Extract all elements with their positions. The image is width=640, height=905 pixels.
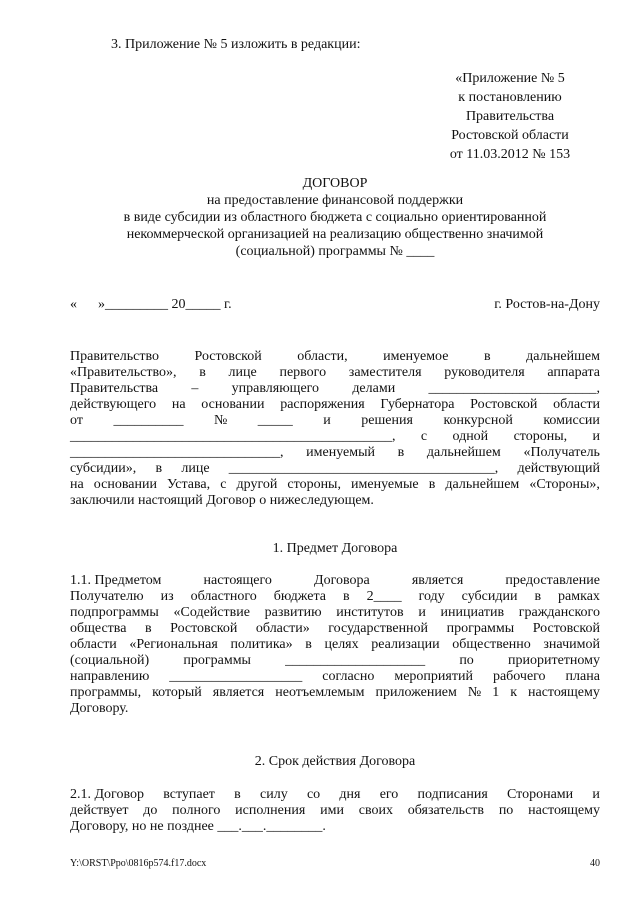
text-line	[70, 605, 600, 621]
word: ______________________________________,	[228, 461, 499, 476]
word: Ростовской	[170, 621, 238, 636]
text-line	[70, 621, 600, 637]
word: направлению	[70, 669, 150, 684]
word: Ростовской	[194, 349, 262, 364]
word: лице	[228, 365, 257, 380]
word: действует	[70, 803, 129, 818]
word: и	[323, 413, 331, 428]
text-line	[70, 445, 600, 461]
word: Договора	[314, 573, 370, 588]
text-line	[70, 685, 600, 701]
word: в	[199, 365, 206, 380]
text-line-last: заключили настоящий Договор о нижеследующем.	[70, 493, 374, 508]
word: вступает	[163, 787, 215, 802]
text-line	[70, 413, 600, 429]
word: решения	[361, 413, 413, 428]
word: в	[483, 349, 491, 364]
text-line	[70, 381, 600, 397]
text-line	[70, 787, 600, 803]
word: на	[171, 397, 186, 412]
word: Правительство	[70, 349, 159, 364]
word: настоящего	[203, 573, 272, 588]
intro-line: 3. Приложение № 5 изложить в редакции:	[111, 37, 361, 52]
word: является	[212, 685, 265, 700]
word: целях	[324, 637, 359, 652]
word: инициатив	[440, 605, 505, 620]
text-line	[70, 669, 600, 685]
appendix-block	[420, 71, 600, 166]
word: субсидии	[461, 589, 518, 604]
word: лице	[181, 461, 210, 476]
word: и	[592, 429, 600, 444]
word: политика»	[230, 637, 293, 652]
word: в	[397, 445, 405, 460]
word: плана	[565, 669, 600, 684]
word: управляющего	[231, 381, 320, 396]
word: приложением	[375, 685, 457, 700]
text-line	[70, 637, 600, 653]
appendix-line: Ростовской области	[451, 128, 569, 143]
appendix-line: к постановлению	[458, 90, 562, 105]
word: «Региональная	[129, 637, 218, 652]
word: комиссии	[543, 413, 600, 428]
text-line	[70, 573, 600, 589]
word: из	[160, 589, 174, 604]
word: государственной	[328, 621, 429, 636]
title-line: ДОГОВОР	[302, 176, 368, 191]
word: Устава,	[167, 477, 211, 492]
word: согласно	[322, 669, 375, 684]
word: реализации	[371, 637, 440, 652]
word: ими	[320, 803, 344, 818]
word: подпрограммы	[70, 605, 159, 620]
word: общества	[70, 621, 127, 636]
word: руководителя	[444, 365, 525, 380]
word: в	[342, 589, 350, 604]
word: 1	[492, 685, 500, 700]
footer-file-path: Y:\ORST\Ppo\0816p574.f17.docx	[70, 858, 207, 869]
word: ___________________	[169, 669, 303, 684]
word: Получателю	[70, 589, 144, 604]
word: действующий	[517, 461, 600, 476]
word: Ростовской	[470, 397, 538, 412]
word: мероприятий	[394, 669, 473, 684]
word: конкурсной	[443, 413, 513, 428]
word: на	[70, 477, 84, 492]
word: предоставление	[505, 573, 600, 588]
text-line	[70, 589, 600, 605]
word: настоящему	[528, 685, 600, 700]
word: до	[143, 803, 158, 818]
word: основании	[93, 477, 157, 492]
title-line: некоммерческой организацией на реализацию общественно значимой	[126, 227, 544, 242]
word: 2____	[366, 589, 402, 604]
word: Губернатора	[380, 397, 455, 412]
word: дальнейшем	[526, 349, 600, 364]
word: является	[411, 573, 464, 588]
title-line: в виде субсидии из областного бюджета с социально ориентированной	[123, 210, 547, 225]
word: в	[428, 477, 436, 492]
word: рабочего	[492, 669, 546, 684]
word: силу	[260, 787, 288, 802]
appendix-line: «Приложение № 5	[455, 71, 565, 86]
text-line	[70, 365, 600, 381]
word: исполнения	[235, 803, 306, 818]
word: другой	[236, 477, 278, 492]
text-line	[70, 477, 600, 493]
text-line	[70, 397, 600, 413]
word: __________	[113, 413, 184, 428]
word: от	[70, 413, 83, 428]
date-place-line	[70, 297, 600, 315]
word: дальнейшем	[426, 445, 501, 460]
section-heading-1: 1. Предмет Договора	[272, 541, 398, 556]
text-line	[70, 653, 600, 669]
word: именуемое	[383, 349, 449, 364]
word: рамках	[558, 589, 600, 604]
word: ________________________,	[428, 381, 600, 396]
word: подписания	[417, 787, 488, 802]
word: со	[306, 787, 321, 802]
word: обязательств	[407, 803, 485, 818]
word: аппарата	[547, 365, 600, 380]
text-line-last: Договору.	[70, 701, 129, 716]
word: действующего	[70, 397, 157, 412]
word: области»	[255, 621, 310, 636]
word: стороны,	[287, 477, 341, 492]
paragraph-term	[70, 787, 600, 835]
word: основании	[201, 397, 265, 412]
word: программы	[183, 653, 251, 668]
word: в	[534, 589, 542, 604]
word: с	[420, 429, 428, 444]
word: институтов	[336, 605, 404, 620]
text-line	[70, 429, 600, 445]
word: «Содействие	[173, 605, 250, 620]
word: бюджета	[273, 589, 326, 604]
word: ______________________________________________,	[70, 429, 396, 444]
word: приоритетному	[507, 653, 600, 668]
word: и	[592, 787, 600, 802]
word: в	[234, 787, 241, 802]
appendix-line: Правительства	[465, 109, 555, 124]
word: с	[220, 477, 227, 492]
word: 2.1. Договор	[70, 787, 144, 802]
word: именуемые	[351, 477, 419, 492]
word: ______________________________,	[70, 445, 284, 460]
word: который	[152, 685, 202, 700]
word: _____	[257, 413, 293, 428]
word: настоящему	[528, 803, 600, 818]
word: значимой	[543, 637, 600, 652]
word: именуемый	[306, 445, 375, 460]
word: «Получатель	[523, 445, 600, 460]
word: по	[498, 803, 514, 818]
word: области,	[297, 349, 348, 364]
word: дня	[339, 787, 361, 802]
text-line	[70, 803, 600, 819]
word: по	[459, 653, 474, 668]
contract-title	[70, 176, 600, 261]
word: Сторонами	[507, 787, 574, 802]
word: «Стороны»,	[529, 477, 600, 492]
contract-place: г. Ростов-на-Дону	[494, 297, 600, 312]
word: полного	[172, 803, 221, 818]
paragraph-parties	[70, 349, 600, 509]
word: своих	[358, 803, 393, 818]
page-number: 40	[590, 858, 600, 869]
text-line	[70, 461, 600, 477]
word: программы,	[70, 685, 142, 700]
word: первого	[279, 365, 327, 380]
word: ____________________	[285, 653, 426, 668]
word: году	[418, 589, 445, 604]
text-line	[70, 349, 600, 365]
word: субсидии»,	[70, 461, 137, 476]
word: –	[191, 381, 199, 396]
word: в	[155, 461, 163, 476]
title-line: на предоставление финансовой поддержки	[206, 193, 464, 208]
word: «Правительство»,	[70, 365, 177, 380]
word: области	[70, 637, 117, 652]
word: делами	[352, 381, 396, 396]
section-heading-2: 2. Срок действия Договора	[254, 754, 416, 769]
word: Ростовской	[532, 621, 600, 636]
word: заместителя	[348, 365, 422, 380]
word: программы	[446, 621, 515, 636]
contract-date-field: « »_________ 20_____ г.	[70, 297, 232, 312]
word: областного	[190, 589, 257, 604]
appendix-line: от 11.03.2012 № 153	[449, 147, 571, 162]
word: в	[144, 621, 152, 636]
word: в	[305, 637, 312, 652]
word: гражданского	[518, 605, 600, 620]
word: развитию	[264, 605, 322, 620]
paragraph-subject	[70, 573, 600, 717]
word: стороны,	[513, 429, 568, 444]
word: Правительства	[70, 381, 159, 396]
word: №	[467, 685, 482, 700]
word: распоряжения	[280, 397, 365, 412]
word: его	[379, 787, 399, 802]
text-line-last: Договору, но не позднее ___.___.________.	[70, 819, 326, 834]
word: №	[213, 413, 228, 428]
word: общественно	[452, 637, 531, 652]
word: дальнейшем	[445, 477, 520, 492]
word: (социальной)	[70, 653, 150, 668]
word: неотъемлемым	[275, 685, 365, 700]
word: и	[418, 605, 426, 620]
word: к	[510, 685, 518, 700]
word: одной	[452, 429, 489, 444]
word: области	[553, 397, 600, 412]
title-line: (социальной) программы № ____	[235, 244, 435, 259]
word: 1.1. Предметом	[70, 573, 162, 588]
